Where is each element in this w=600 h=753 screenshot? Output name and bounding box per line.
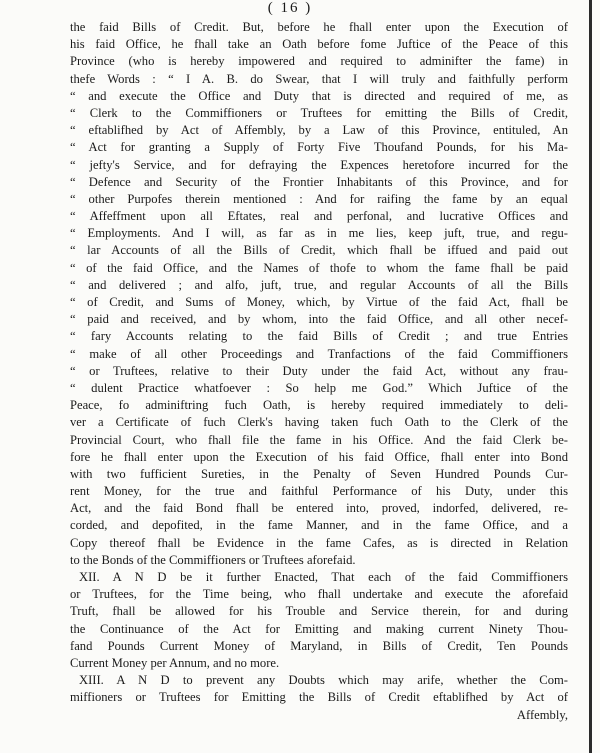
page-number: ( 16 ) [267, 0, 313, 16]
text-line: “ of the faid Office, and the Names of thofe to whom the fame fhall be paid [70, 260, 568, 275]
text-line: “ fary Accounts relating to the faid Bills of Credit ; and true Entries [70, 329, 568, 344]
text-line: “ dulent Practice whatfoever : So help me God.” Which Juftice of the [70, 380, 568, 395]
text-line: Truft, fhall be allowed for his Trouble and Service therein, for and during [70, 604, 568, 619]
catchword: Affembly, [516, 707, 568, 722]
text-line: to the Bonds of the Commiffioners or Truftees aforefaid. [70, 552, 356, 567]
text-line: “ and delivered ; and alfo, juft, true, and regular Accounts of all the Bills [70, 277, 568, 292]
text-line: miffioners or Truftees for Emitting the Bills of Credit eftablifhed by Act of [70, 690, 568, 705]
section-heading-line: XIII. A N D to prevent any Doubts which may arife, whether the Com- [79, 673, 568, 688]
text-line: fore he fhall enter upon the Execution of his faid Office, fhall enter into Bond [70, 449, 568, 464]
text-line: Copy thereof fhall be Evidence in the fame Cafes, as is directed in Relation [70, 535, 568, 550]
text-line: “ other Purpofes therein mentioned : And for raifing the fame by an equal [70, 191, 568, 206]
text-line: the faid Bills of Credit. But, before he fhall enter upon the Execution of [70, 20, 568, 34]
text-line: “ paid and received, and by whom, into the faid Office, and all other necef- [70, 312, 568, 327]
text-line: “ Affeffment upon all Eftates, real and perfonal, and lucrative Offices and [70, 209, 568, 224]
text-line: thefe Words : “ I A. B. do Swear, that I will truly and faithfully perform [70, 71, 568, 86]
page-edge-divider [589, 0, 592, 753]
text-line: “ make of all other Proceedings and Tranfactions of the faid Commiffioners [70, 346, 568, 361]
text-line: Province (who is hereby impowered and required to adminifter the fame) in [70, 54, 568, 69]
text-line: or Truftees, for the Time being, who fhall undertake and execute the aforefaid [70, 587, 568, 602]
text-line: Current Money per Annum, and no more. [70, 655, 280, 670]
text-line: the Continuance of the Act for Emitting and making current Ninety Thou- [70, 621, 568, 636]
text-line: “ Clerk to the Commiffioners or Truftees for emitting the Bills of Credit, [70, 105, 568, 120]
text-line: Peace, fo adminiftring fuch Oath, is hereby required immediately to deli- [70, 398, 568, 413]
text-line: his faid Office, he fhall take an Oath before fome Juftice of the Peace of this [70, 37, 568, 52]
document-body [70, 19, 568, 724]
text-line: “ lar Accounts of all the Bills of Credit, which fhall be iffued and paid out [70, 243, 568, 258]
text-line: Act, and the faid Bond fhall be entered into, proved, indorfed, delivered, re- [70, 501, 568, 516]
text-line: corded, and depofited, in the fame Manner, and in the fame Office, and a [70, 518, 568, 533]
text-line: “ Employments. And I will, as far as in me lies, keep juft, true, and regu- [70, 226, 568, 241]
text-line: “ jefty's Service, and for defraying the Expences heretofore incurred for the [70, 157, 568, 172]
text-line: with two fufficient Sureties, in the Penalty of Seven Hundred Pounds Cur- [70, 466, 568, 481]
section-heading-line: XII. A N D be it further Enacted, That each of the faid Commiffioners [79, 570, 568, 584]
text-line: “ Defence and Security of the Frontier Inhabitants of this Province, and for [70, 174, 568, 189]
text-line: “ Act for granting a Supply of Forty Five Thoufand Pounds, for his Ma- [70, 140, 568, 155]
text-line: Provincial Court, who fhall file the fame in his Office. And the faid Clerk be- [70, 432, 568, 447]
text-line: “ eftablifhed by Act of Affembly, by a Law of this Province, entituled, An [70, 123, 568, 138]
text-line: fand Pounds Current Money of Maryland, in Bills of Credit, Ten Pounds [70, 638, 568, 653]
text-line: ver a Certificate of fuch Clerk's having taken fuch Oath to the Clerk of the [70, 415, 568, 430]
text-line: “ or Truftees, relative to their Duty under the faid Act, without any frau- [70, 363, 568, 378]
text-line: rent Money, for the true and faithful Performance of his Duty, under this [70, 484, 568, 499]
text-line: “ and execute the Office and Duty that is directed and required of me, as [70, 88, 568, 103]
text-line: “ of Credit, and Sums of Money, which, by Virtue of the faid Act, fhall be [70, 295, 568, 309]
